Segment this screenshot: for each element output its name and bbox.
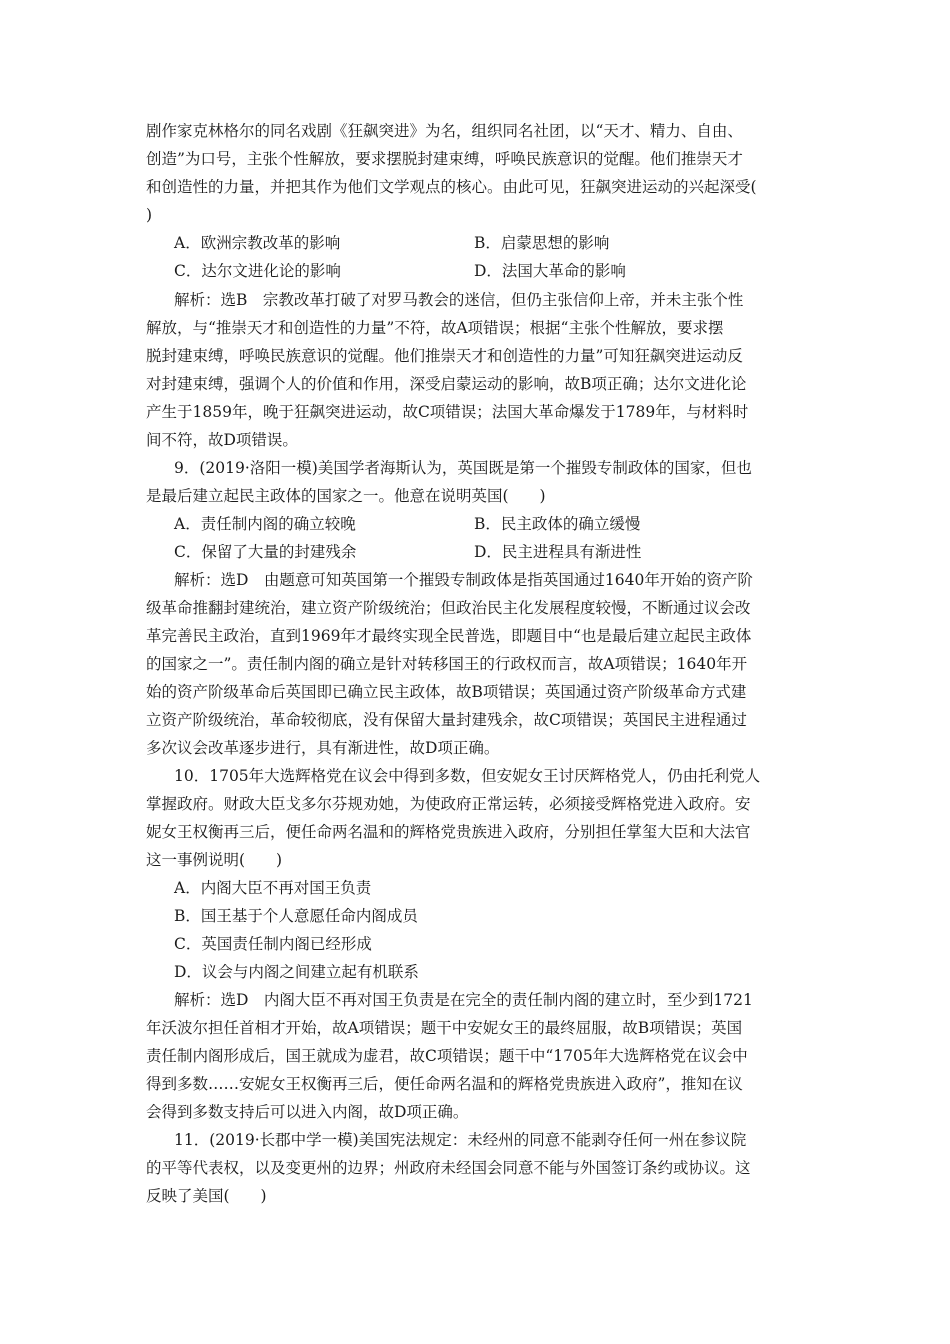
text-line: 这一事例说明( ) (146, 851, 283, 869)
text-line: 解放，与“推崇天才和创造性的力量”不符，故A项错误；根据“主张个性解放，要求摆 (146, 319, 724, 337)
text-line: 立资产阶级统治，革命较彻底，没有保留大量封建残余，故C项错误；英国民主进程通过 (146, 711, 747, 729)
text-line: 间不符，故D项错误。 (146, 431, 298, 449)
question-9: 9．(2019·洛阳一模)美国学者海斯认为，英国既是第一个摧毁专制政体的国家，但也 (174, 459, 752, 477)
text-line: 和创造性的力量，并把其作为他们文学观点的核心。由此可见，狂飙突进运动的兴起深受( (146, 178, 757, 196)
text-line: 对封建束缚，强调个人的价值和作用，深受启蒙运动的影响，故B项正确；达尔文进化论 (146, 375, 747, 393)
analysis-line: 解析：选D 由题意可知英国第一个摧毁专制政体是指英国通过1640年开始的资产阶 (174, 571, 753, 589)
text-line: 级革命推翻封建统治，建立资产阶级统治；但政治民主化发展程度较慢，不断通过议会改 (146, 599, 751, 617)
text-line: 剧作家克林格尔的同名戏剧《狂飙突进》为名，组织同名社团，以“天才、精力、自由、 (146, 122, 743, 140)
text-line: ) (146, 206, 153, 224)
text-line: 反映了美国( ) (146, 1187, 267, 1205)
text-line: 会得到多数支持后可以进入内阁，故D项正确。 (146, 1103, 469, 1121)
text-line: 脱封建束缚，呼唤民族意识的觉醒。他们推崇天才和创造性的力量”可知狂飙突进运动反 (146, 347, 743, 365)
text-line: 妮女王权衡再三后，便任命两名温和的辉格党贵族进入政府，分别担任掌玺大臣和大法官 (146, 823, 751, 841)
text-line: 产生于1859年，晚于狂飙突进运动，故C项错误；法国大革命爆发于1789年，与材料时 (146, 403, 749, 421)
option-a: A．欧洲宗教改革的影响 (174, 234, 341, 252)
option-d: D．民主进程具有渐进性 (474, 543, 642, 561)
text-line: 得到多数……安妮女王权衡再三后，便任命两名温和的辉格党贵族进入政府”，推知在议 (146, 1075, 743, 1093)
analysis-line: 解析：选D 内阁大臣不再对国王负责是在完全的责任制内阁的建立时，至少到1721 (174, 991, 753, 1009)
text-line: 责任制内阁形成后，国王就成为虚君，故C项错误；题干中“1705年大选辉格党在议会中 (146, 1047, 748, 1065)
option-b: B．民主政体的确立缓慢 (474, 515, 641, 533)
option-d: D．议会与内阁之间建立起有机联系 (174, 963, 419, 981)
question-11: 11．(2019·长郡中学一模)美国宪法规定：未经州的同意不能剥夺任何一州在参议院 (174, 1131, 747, 1149)
option-b: B．启蒙思想的影响 (474, 234, 610, 252)
text-line: 年沃波尔担任首相才开始，故A项错误；题干中安妮女王的最终屈服，故B项错误；英国 (146, 1019, 743, 1037)
text-line: 的平等代表权，以及变更州的边界；州政府未经国会同意不能与外国签订条约或协议。这 (146, 1159, 751, 1177)
text-line: 的国家之一”。责任制内阁的确立是针对转移国王的行政权而言，故A项错误；1640年开 (146, 655, 748, 673)
option-d: D．法国大革命的影响 (474, 262, 626, 280)
option-c: C．英国责任制内阁已经形成 (174, 935, 372, 953)
text-line: 革完善民主政治，直到1969年才最终实现全民普选，即题目中“也是最后建立起民主政体 (146, 627, 752, 645)
option-c: C．达尔文进化论的影响 (174, 262, 341, 280)
option-a: A．责任制内阁的确立较晚 (174, 515, 356, 533)
option-b: B．国王基于个人意愿任命内阁成员 (174, 907, 418, 925)
text-line: 多次议会改革逐步进行，具有渐进性，故D项正确。 (146, 739, 500, 757)
text-line: 始的资产阶级革命后英国即已确立民主政体，故B项错误；英国通过资产阶级革命方式建 (146, 683, 747, 701)
text-line: 是最后建立起民主政体的国家之一。他意在说明英国( ) (146, 487, 546, 505)
text-line: 掌握政府。财政大臣戈多尔芬规劝她，为使政府正常运转，必须接受辉格党进入政府。安 (146, 795, 751, 813)
text-line: 创造”为口号，主张个性解放，要求摆脱封建束缚，呼唤民族意识的觉醒。他们推崇天才 (146, 150, 743, 168)
option-a: A．内阁大臣不再对国王负责 (174, 879, 372, 897)
option-c: C．保留了大量的封建残余 (174, 543, 357, 561)
question-10: 10．1705年大选辉格党在议会中得到多数，但安妮女王讨厌辉格党人，仍由托利党人 (174, 767, 761, 785)
analysis-line: 解析：选B 宗教改革打破了对罗马教会的迷信，但仍主张信仰上帝，并未主张个性 (174, 291, 744, 309)
